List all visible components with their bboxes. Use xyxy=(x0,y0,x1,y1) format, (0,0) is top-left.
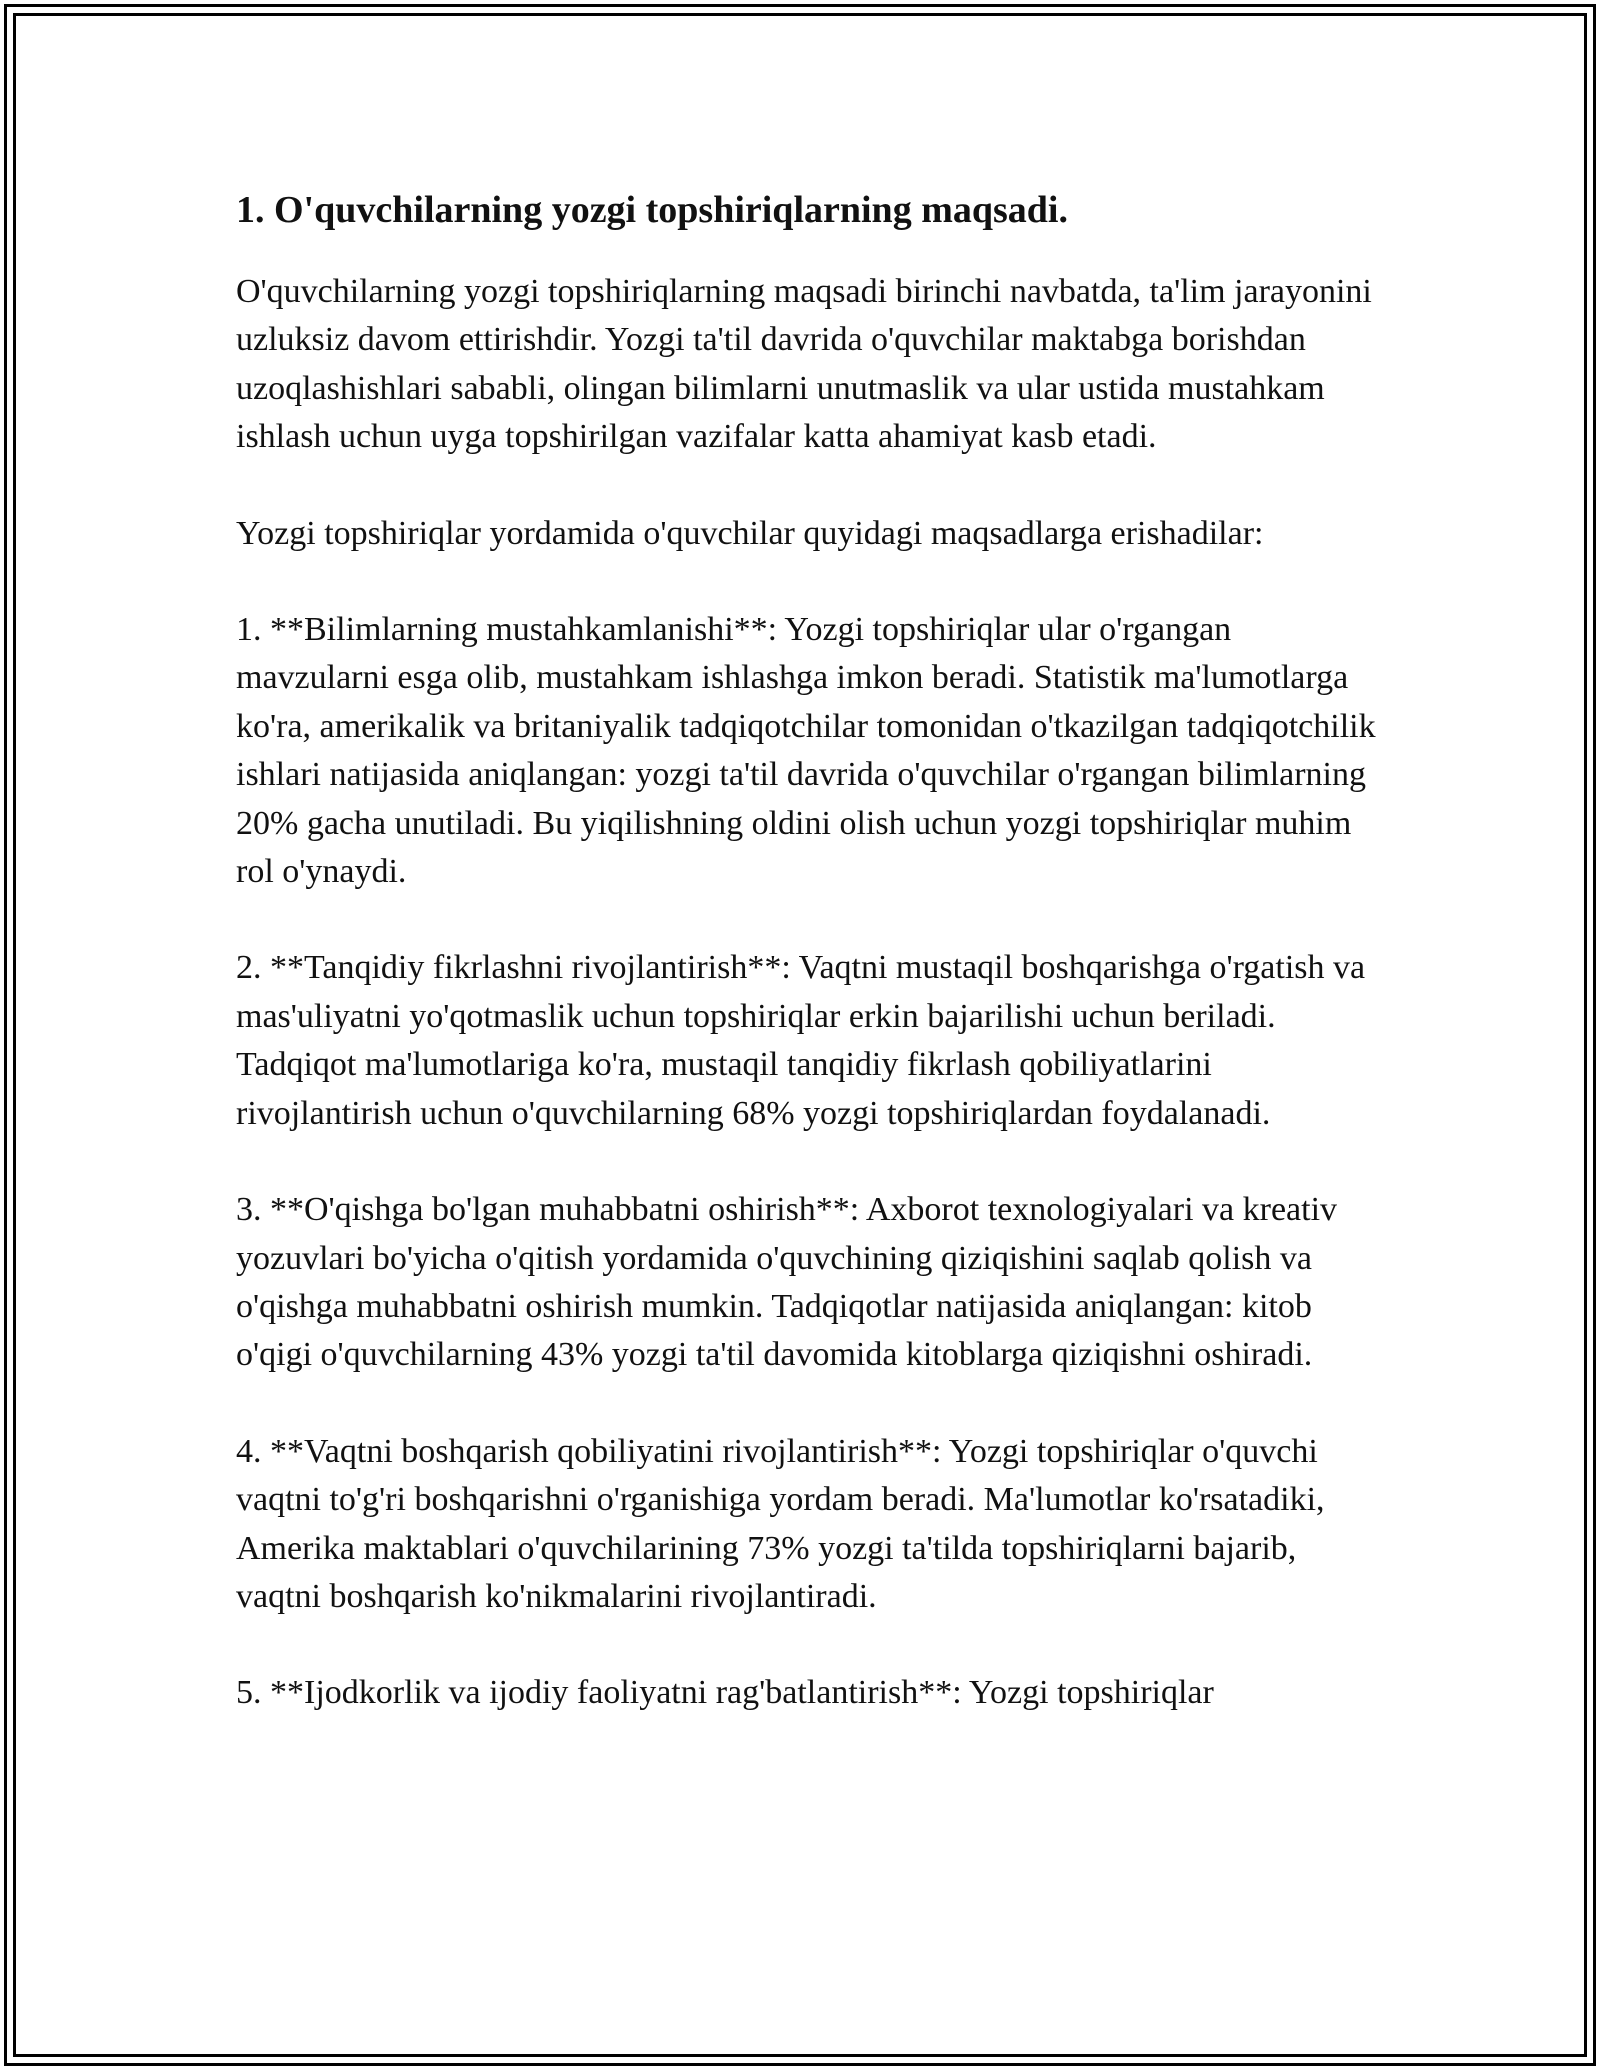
document-body xyxy=(236,186,1376,1718)
paragraph-goals-lead: Yozgi topshiriqlar yordamida o'quvchilar quyidagi maqsadlarga erishadilar: xyxy=(236,514,1264,552)
list-item-3: 3. **O'qishga bo'lgan muhabbatni oshirish**: Axborot texnologiyalari va kreativ yozuvlari bo'yicha o'qitish yordamida o'quvchining qiziqishini saqlab qolish va o'qishga muhabbatni oshirish mumkin. Tadqiqotlar natijasida aniqlangan: kitob o'qigi o'quvchilarning 43% yozgi ta'til davomida kitoblarga qiziqishni oshiradi. xyxy=(236,1191,1338,1374)
paragraph-intro: O'quvchilarning yozgi topshiriqlarning maqsadi birinchi navbatda, ta'lim jarayonini uzluksiz davom ettirishdir. Yozgi ta'til davrida o'quvchilar maktabga borishdan uzoqlashishlari sababli, olingan bilimlarni unutmaslik va ular ustida mustahkam ishlash uchun uyga topshirilgan vazifalar katta ahamiyat kasb etadi. xyxy=(236,273,1372,456)
list-item-4: 4. **Vaqtni boshqarish qobiliyatini rivojlantirish**: Yozgi topshiriqlar o'quvchi vaqtni to'g'ri boshqarishni o'rganishiga yordam beradi. Ma'lumotlar ko'rsatadiki, Amerika maktablari o'quvchilarining 73% yozgi ta'tilda topshiriqlarni bajarib, vaqtni boshqarish ko'nikmalarini rivojlantiradi. xyxy=(236,1432,1325,1615)
list-item-5: 5. **Ijodkorlik va ijodiy faoliyatni rag'batlantirish**: Yozgi topshiriqlar xyxy=(236,1674,1214,1712)
list-item-1: 1. **Bilimlarning mustahkamlanishi**: Yozgi topshiriqlar ular o'rgangan mavzularni esga olib, mustahkam ishlashga imkon beradi. Statistik ma'lumotlarga ko'ra, amerikalik va britaniyalik tadqiqotchilar tomonidan o'tkazilgan tadqiqotchilik ishlari natijasida aniqlangan: yozgi ta'til davrida o'quvchilar o'rgangan bilimlarning 20% gacha unutiladi. Bu yiqilishning oldini olish uchun yozgi topshiriqlar muhim rol o'ynaydi. xyxy=(236,611,1376,891)
list-item-2: 2. **Tanqidiy fikrlashni rivojlantirish**: Vaqtni mustaqil boshqarishga o'rgatish va mas'uliyatni yo'qotmaslik uchun topshiriqlar erkin bajarilishi uchun beriladi. Tadqiqot ma'lumotlariga ko'ra, mustaqil tanqidiy fikrlash qobiliyatlarini rivojlantirish uchun o'quvchilarning 68% yozgi topshiriqlardan foydalanadi. xyxy=(236,949,1366,1132)
document-title: 1. O'quvchilarning yozgi topshiriqlarning maqsadi. xyxy=(236,189,1068,231)
